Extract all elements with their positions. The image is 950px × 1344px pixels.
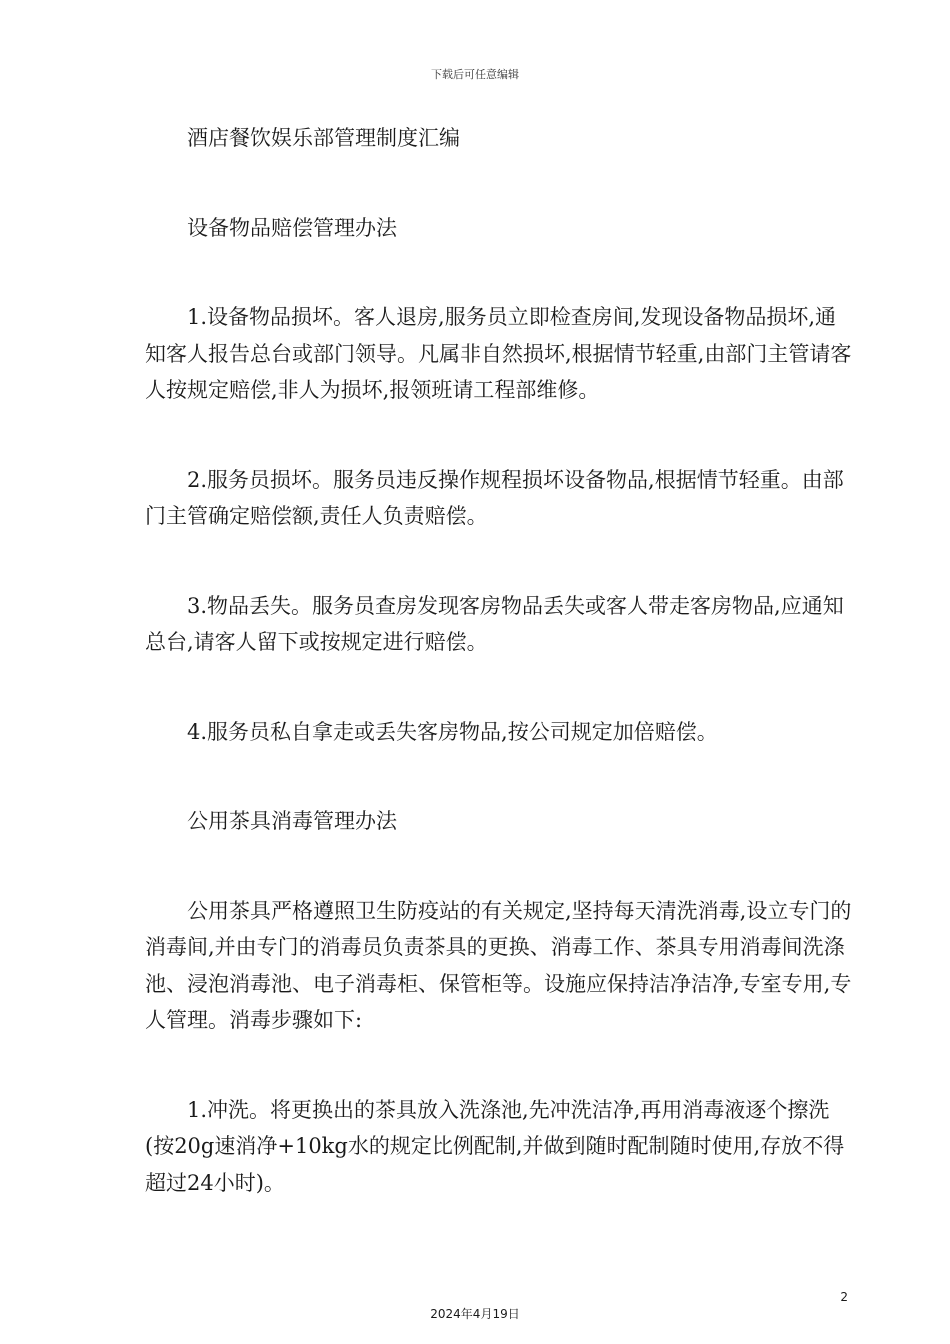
paragraph-item-3: 3.物品丢失。服务员查房发现客房物品丢失或客人带走客房物品,应通知总台,请客人留下或按规定进行赔偿。 xyxy=(145,593,844,654)
page-number: 2 xyxy=(840,1290,848,1304)
paragraph-item-2: 2.服务员损坏。服务员违反操作规程损坏设备物品,根据情节轻重。由部门主管确定赔偿额,责任人负责赔偿。 xyxy=(145,467,844,528)
section-heading-disinfection: 公用茶具消毒管理办法 xyxy=(187,809,397,833)
page-footer-date: 2024年4月19日 xyxy=(430,1307,520,1321)
paragraph-item-4: 4.服务员私自拿走或丢失客房物品,按公司规定加倍赔偿。 xyxy=(187,719,718,744)
paragraph-step-1: 1.冲洗。将更换出的茶具放入洗涤池,先冲洗洁净,再用消毒液逐个擦洗(按20g速消净+10kg水的规定比例配制,并做到随时配制随时使用,存放不得超过24小时)。 xyxy=(145,1097,845,1195)
document-title: 酒店餐饮娱乐部管理制度汇编 xyxy=(187,126,460,150)
page-header: 下载后可任意编辑 xyxy=(431,68,519,81)
paragraph-disinfection-intro: 公用茶具严格遵照卫生防疫站的有关规定,坚持每天清洗消毒,设立专门的消毒间,并由专门的消毒员负责茶具的更换、消毒工作、茶具专用消毒间洗涤池、浸泡消毒池、电子消毒柜、保管柜等。设施应保持洁净洁净,专室专用,专人管理。消毒步骤如下: xyxy=(145,898,852,1032)
document-body xyxy=(145,120,857,1201)
section-heading-compensation: 设备物品赔偿管理办法 xyxy=(187,215,397,240)
paragraph-item-1: 1.设备物品损坏。客人退房,服务员立即检查房间,发现设备物品损坏,通知客人报告总台或部门领导。凡属非自然损坏,根据情节轻重,由部门主管请客人按规定赔偿,非人为损坏,报领班请工程部维修。 xyxy=(145,305,852,402)
